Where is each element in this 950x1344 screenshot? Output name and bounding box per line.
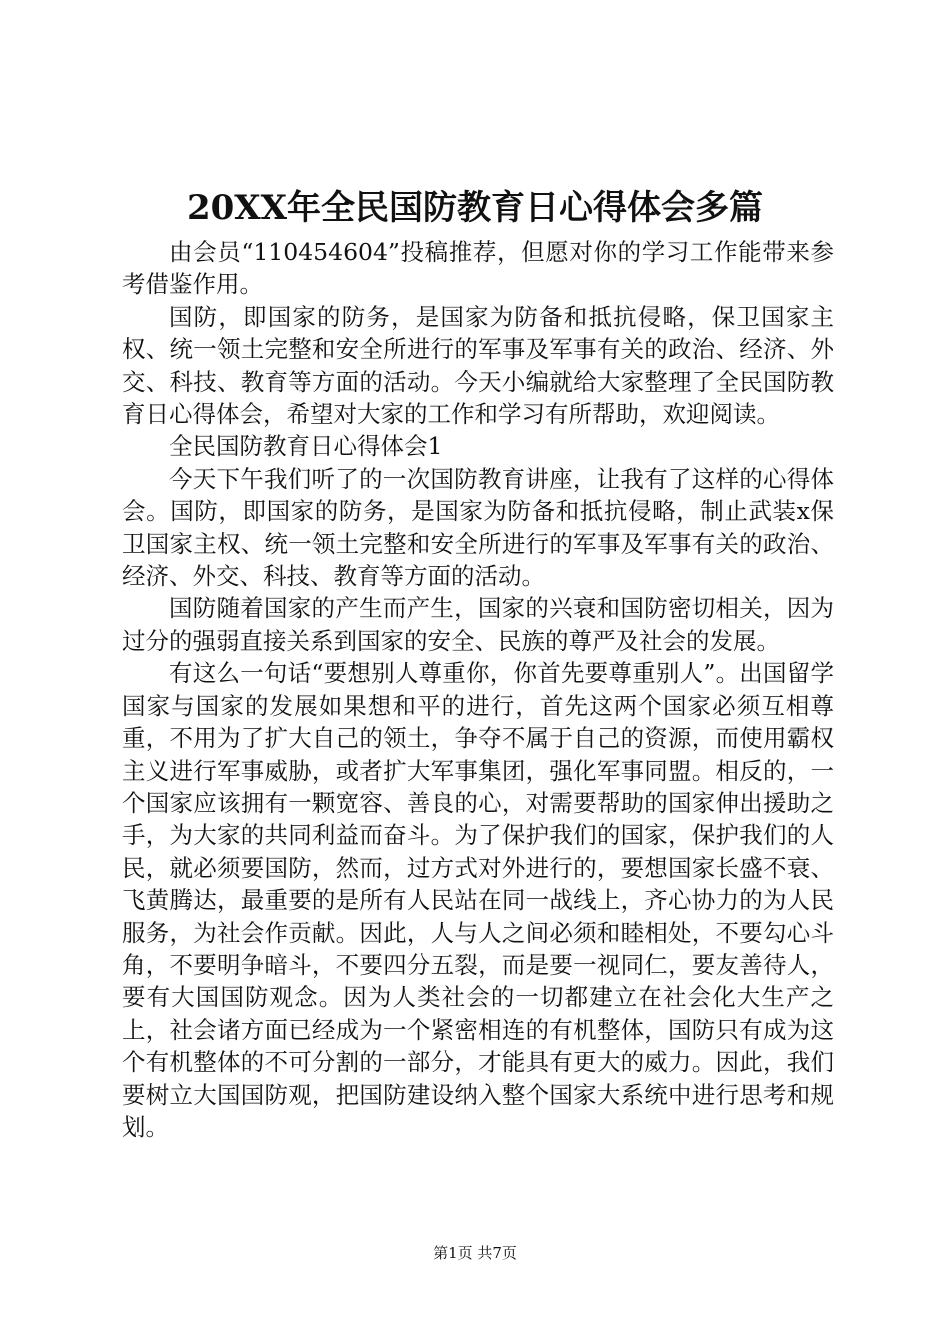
section-heading-1: 全民国防教育日心得体会1 xyxy=(169,432,443,461)
document-title: 20XX年全民国防教育日心得体会多篇 xyxy=(186,188,764,228)
paragraph-lecture: 今天下午我们听了的一次国防教育讲座，让我有了这样的心得体会。国防，即国家的防务，是国家为防备和抵抗侵略，制止武装x保卫国家主权、统一领土完整和安全所进行的军事及军事有关的政治、经济、外交、科技、教育等方面的活动。 xyxy=(122,464,834,591)
document-body xyxy=(122,236,834,1143)
page-number-footer: 第1页 共7页 xyxy=(433,1244,517,1262)
paragraph-respect: 有这么一句话“要想别人尊重你，你首先要尊重别人”。出国留学国家与国家的发展如果想和平的进行，首先这两个国家必须互相尊重，不用为了扩大自己的领土，争夺不属于自己的资源，而使用霸权主义进行军事威胁，或者扩大军事集团，强化军事同盟。相反的，一个国家应该拥有一颗宽容、善良的心，对需要帮助的国家伸出援助之手，为大家的共同利益而奋斗。为了保护我们的国家，保护我们的人民，就必须要国防，然而，过方式对外进行的，要想国家长盛不衰、飞黄腾达，最重要的是所有人民站在同一战线上，齐心协力的为人民服务，为社会作贡献。因此，人与人之间必须和睦相处，不要勾心斗角，不要明争暗斗，不要四分五裂，而是要一视同仁，要友善待人，要有大国国防观念。因为人类社会的一切都建立在社会化大生产之上，社会诸方面已经成为一个紧密相连的有机整体，国防只有成为这个有机整体的不可分割的一部分，才能具有更大的威力。因此，我们要树立大国国防观，把国防建设纳入整个国家大系统中进行思考和规划。 xyxy=(122,659,834,1141)
paragraph-definition: 国防，即国家的防务，是国家为防备和抵抗侵略，保卫国家主权、统一领土完整和安全所进行的军事及军事有关的政治、经济、外交、科技、教育等方面的活动。今天小编就给大家整理了全民国防教育日心得体会，希望对大家的工作和学习有所帮助，欢迎阅读。 xyxy=(122,302,834,429)
paragraph-intro: 由会员“110454604”投稿推荐，但愿对你的学习工作能带来参考借鉴作用。 xyxy=(122,238,834,299)
paragraph-history: 国防随着国家的产生而产生，国家的兴衰和国防密切相关，因为过分的强弱直接关系到国家的安全、民族的尊严及社会的发展。 xyxy=(122,594,834,655)
